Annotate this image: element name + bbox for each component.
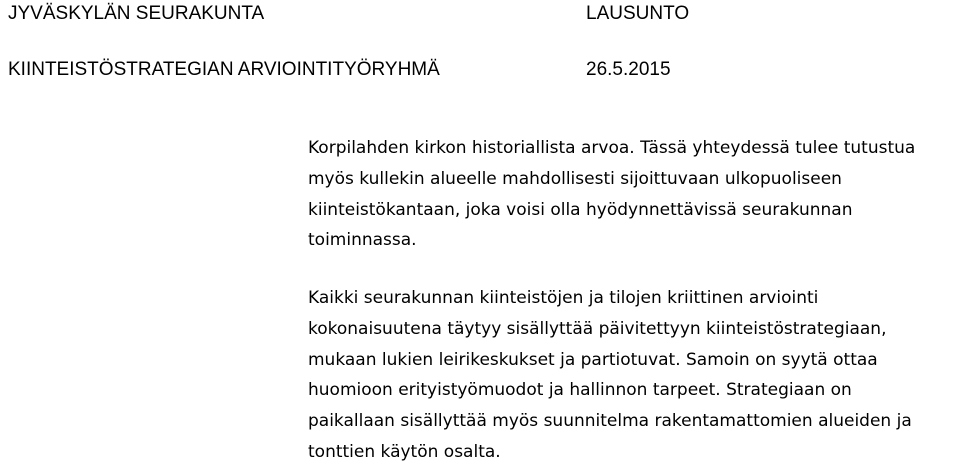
paragraph-line: myös kullekin alueelle mahdollisesti sijoittuvaan ulkopuoliseen	[308, 168, 842, 189]
paragraph-line: huomioon erityistyömuodot ja hallinnon tarpeet. Strategiaan on	[308, 380, 852, 401]
paragraph-line: tonttien käytön osalta.	[308, 441, 501, 462]
body-paragraph-1	[308, 133, 915, 256]
paragraph-line: Korpilahden kirkon historiallista arvoa. Tässä yhteydessä tulee tutustua	[308, 138, 916, 158]
paragraph-line: kokonaisuutena täytyy sisällyttää päivitettyyn kiinteistöstrategiaan,	[308, 318, 887, 339]
organization-name: JYVÄSKYLÄN SEURAKUNTA	[8, 3, 265, 24]
paragraph-line: paikallaan sisällyttää myös suunnitelma rakentamattomien alueiden ja	[308, 411, 912, 432]
paragraph-line: Kaikki seurakunnan kiinteistöjen ja tilojen kriittinen arviointi	[308, 288, 819, 308]
document-type: LAUSUNTO	[586, 3, 690, 24]
paragraph-line: mukaan lukien leirikeskukset ja partiotuvat. Samoin on syytä ottaa	[308, 349, 878, 370]
body-paragraph-2	[308, 283, 912, 468]
paragraph-line: toiminnassa.	[308, 230, 417, 251]
document-date: 26.5.2015	[586, 59, 671, 80]
working-group-name: KIINTEISTÖSTRATEGIAN ARVIOINTITYÖRYHMÄ	[8, 59, 440, 80]
paragraph-line: kiinteistökantaan, joka voisi olla hyödynnettävissä seurakunnan	[308, 199, 853, 220]
